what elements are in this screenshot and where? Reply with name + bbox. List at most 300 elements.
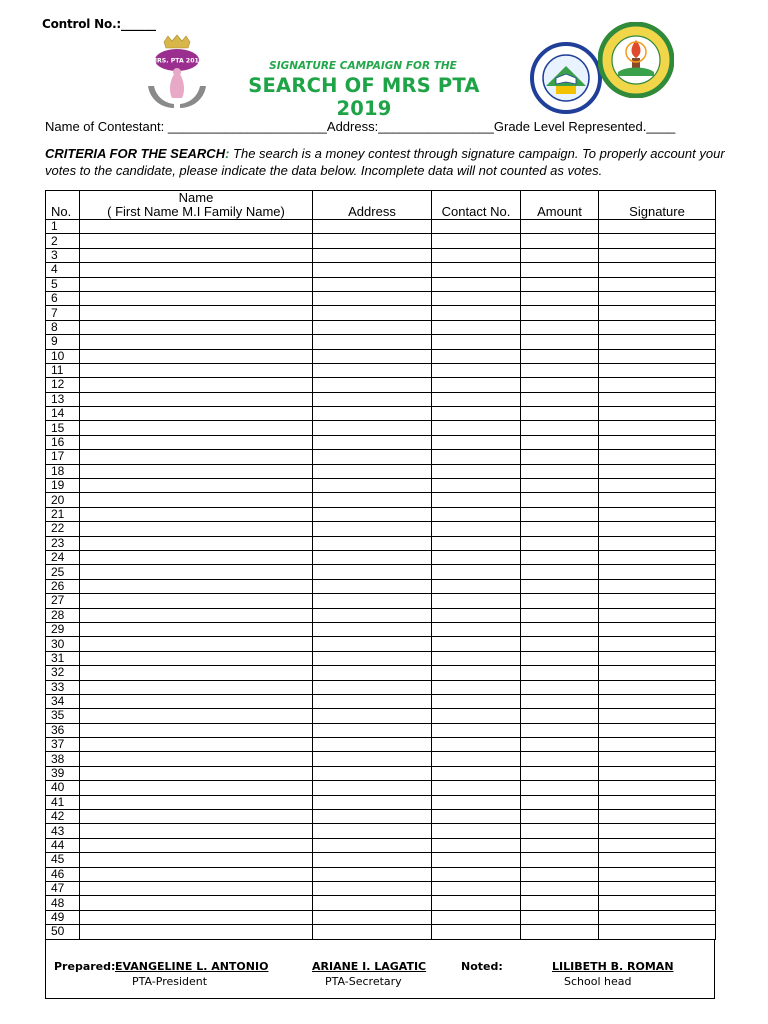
cell-signature[interactable] <box>599 320 716 334</box>
cell-name[interactable] <box>80 421 313 435</box>
row-number: 25 <box>46 565 80 579</box>
cell-signature[interactable] <box>599 925 716 939</box>
cell-address[interactable] <box>313 781 432 795</box>
cell-address[interactable] <box>313 450 432 464</box>
cell-signature[interactable] <box>599 363 716 377</box>
cell-amount[interactable] <box>521 363 599 377</box>
cell-name[interactable] <box>80 709 313 723</box>
table-row <box>46 320 716 334</box>
row-number: 10 <box>46 349 80 363</box>
cell-contact[interactable] <box>432 522 521 536</box>
cell-name[interactable] <box>80 291 313 305</box>
cell-amount[interactable] <box>521 392 599 406</box>
cell-name[interactable] <box>80 594 313 608</box>
cell-amount[interactable] <box>521 248 599 262</box>
cell-address[interactable] <box>313 248 432 262</box>
row-number: 24 <box>46 550 80 564</box>
cell-name[interactable] <box>80 220 313 234</box>
cell-contact[interactable] <box>432 867 521 881</box>
cell-address[interactable] <box>313 694 432 708</box>
cell-address[interactable] <box>313 867 432 881</box>
cell-name[interactable] <box>80 694 313 708</box>
cell-contact[interactable] <box>432 594 521 608</box>
cell-address[interactable] <box>313 493 432 507</box>
cell-name[interactable] <box>80 464 313 478</box>
cell-contact[interactable] <box>432 349 521 363</box>
cell-address[interactable] <box>313 651 432 665</box>
cell-contact[interactable] <box>432 306 521 320</box>
cell-amount[interactable] <box>521 881 599 895</box>
cell-signature[interactable] <box>599 637 716 651</box>
cell-name[interactable] <box>80 407 313 421</box>
cell-contact[interactable] <box>432 464 521 478</box>
cell-amount[interactable] <box>521 349 599 363</box>
cell-address[interactable] <box>313 220 432 234</box>
cell-amount[interactable] <box>521 421 599 435</box>
table-row <box>46 335 716 349</box>
cell-contact[interactable] <box>432 853 521 867</box>
table-row <box>46 709 716 723</box>
header-name-line1: Name <box>178 190 214 205</box>
table-row <box>46 435 716 449</box>
cell-amount[interactable] <box>521 378 599 392</box>
cell-address[interactable] <box>313 464 432 478</box>
table-row <box>46 306 716 320</box>
table-row <box>46 896 716 910</box>
cell-contact[interactable] <box>432 392 521 406</box>
cell-name[interactable] <box>80 651 313 665</box>
cell-signature[interactable] <box>599 752 716 766</box>
table-row <box>46 795 716 809</box>
cell-name[interactable] <box>80 277 313 291</box>
cell-address[interactable] <box>313 795 432 809</box>
header-name-line2: ( First Name M.I Family Name) <box>107 204 285 219</box>
cell-address[interactable] <box>313 263 432 277</box>
table-row <box>46 220 716 234</box>
cell-contact[interactable] <box>432 263 521 277</box>
cell-contact[interactable] <box>432 666 521 680</box>
contestant-info-line: Name of Contestant: ______________________Address:________________Grade Level Represented.____ <box>45 119 676 134</box>
row-number: 29 <box>46 622 80 636</box>
cell-name[interactable] <box>80 306 313 320</box>
cell-amount[interactable] <box>521 435 599 449</box>
cell-signature[interactable] <box>599 263 716 277</box>
cell-signature[interactable] <box>599 479 716 493</box>
cell-amount[interactable] <box>521 479 599 493</box>
cell-signature[interactable] <box>599 709 716 723</box>
cell-amount[interactable] <box>521 637 599 651</box>
cell-amount[interactable] <box>521 335 599 349</box>
row-number: 3 <box>46 248 80 262</box>
cell-contact[interactable] <box>432 234 521 248</box>
cell-signature[interactable] <box>599 824 716 838</box>
row-number: 31 <box>46 651 80 665</box>
cell-signature[interactable] <box>599 291 716 305</box>
table-row <box>46 579 716 593</box>
cell-signature[interactable] <box>599 522 716 536</box>
cell-signature[interactable] <box>599 306 716 320</box>
criteria-paragraph <box>45 146 735 179</box>
cell-amount[interactable] <box>521 709 599 723</box>
cell-name[interactable] <box>80 493 313 507</box>
table-row <box>46 594 716 608</box>
cell-amount[interactable] <box>521 651 599 665</box>
cell-contact[interactable] <box>432 622 521 636</box>
cell-name[interactable] <box>80 392 313 406</box>
cell-amount[interactable] <box>521 867 599 881</box>
cell-name[interactable] <box>80 925 313 939</box>
cell-address[interactable] <box>313 291 432 305</box>
cell-amount[interactable] <box>521 766 599 780</box>
table-row <box>46 680 716 694</box>
cell-signature[interactable] <box>599 738 716 752</box>
cell-address[interactable] <box>313 378 432 392</box>
cell-address[interactable] <box>313 766 432 780</box>
cell-signature[interactable] <box>599 838 716 852</box>
cell-contact[interactable] <box>432 220 521 234</box>
cell-amount[interactable] <box>521 622 599 636</box>
cell-name[interactable] <box>80 565 313 579</box>
cell-address[interactable] <box>313 320 432 334</box>
cell-name[interactable] <box>80 435 313 449</box>
cell-address[interactable] <box>313 622 432 636</box>
cell-name[interactable] <box>80 824 313 838</box>
cell-address[interactable] <box>313 594 432 608</box>
cell-address[interactable] <box>313 407 432 421</box>
table-row <box>46 637 716 651</box>
cell-address[interactable] <box>313 608 432 622</box>
cell-name[interactable] <box>80 378 313 392</box>
cell-signature[interactable] <box>599 896 716 910</box>
cell-signature[interactable] <box>599 781 716 795</box>
cell-amount[interactable] <box>521 263 599 277</box>
cell-contact[interactable] <box>432 896 521 910</box>
cell-address[interactable] <box>313 579 432 593</box>
cell-signature[interactable] <box>599 694 716 708</box>
cell-name[interactable] <box>80 320 313 334</box>
cell-name[interactable] <box>80 781 313 795</box>
cell-name[interactable] <box>80 622 313 636</box>
cell-signature[interactable] <box>599 493 716 507</box>
cell-address[interactable] <box>313 637 432 651</box>
cell-amount[interactable] <box>521 723 599 737</box>
cell-address[interactable] <box>313 738 432 752</box>
cell-amount[interactable] <box>521 407 599 421</box>
cell-signature[interactable] <box>599 550 716 564</box>
cell-amount[interactable] <box>521 291 599 305</box>
cell-signature[interactable] <box>599 234 716 248</box>
cell-signature[interactable] <box>599 407 716 421</box>
cell-amount[interactable] <box>521 522 599 536</box>
cell-contact[interactable] <box>432 565 521 579</box>
cell-amount[interactable] <box>521 896 599 910</box>
cell-signature[interactable] <box>599 421 716 435</box>
cell-name[interactable] <box>80 349 313 363</box>
cell-amount[interactable] <box>521 234 599 248</box>
cell-address[interactable] <box>313 335 432 349</box>
cell-signature[interactable] <box>599 335 716 349</box>
cell-contact[interactable] <box>432 709 521 723</box>
cell-signature[interactable] <box>599 565 716 579</box>
cell-name[interactable] <box>80 881 313 895</box>
table-body <box>46 220 716 940</box>
cell-signature[interactable] <box>599 608 716 622</box>
cell-contact[interactable] <box>432 651 521 665</box>
row-number: 15 <box>46 421 80 435</box>
cell-contact[interactable] <box>432 608 521 622</box>
table-row <box>46 378 716 392</box>
cell-address[interactable] <box>313 507 432 521</box>
cell-address[interactable] <box>313 277 432 291</box>
cell-address[interactable] <box>313 536 432 550</box>
cell-signature[interactable] <box>599 277 716 291</box>
cell-name[interactable] <box>80 738 313 752</box>
cell-name[interactable] <box>80 550 313 564</box>
cell-amount[interactable] <box>521 795 599 809</box>
cell-name[interactable] <box>80 536 313 550</box>
cell-address[interactable] <box>313 421 432 435</box>
cell-contact[interactable] <box>432 378 521 392</box>
cell-contact[interactable] <box>432 579 521 593</box>
cell-contact[interactable] <box>432 550 521 564</box>
cell-amount[interactable] <box>521 810 599 824</box>
row-number: 50 <box>46 925 80 939</box>
cell-name[interactable] <box>80 263 313 277</box>
cell-contact[interactable] <box>432 824 521 838</box>
cell-address[interactable] <box>313 666 432 680</box>
cell-address[interactable] <box>313 723 432 737</box>
cell-address[interactable] <box>313 810 432 824</box>
cell-signature[interactable] <box>599 248 716 262</box>
school-seal <box>530 42 602 114</box>
cell-amount[interactable] <box>521 738 599 752</box>
cell-amount[interactable] <box>521 853 599 867</box>
cell-contact[interactable] <box>432 421 521 435</box>
cell-contact[interactable] <box>432 320 521 334</box>
cell-address[interactable] <box>313 363 432 377</box>
cell-amount[interactable] <box>521 306 599 320</box>
cell-signature[interactable] <box>599 622 716 636</box>
cell-amount[interactable] <box>521 781 599 795</box>
cell-amount[interactable] <box>521 536 599 550</box>
cell-amount[interactable] <box>521 579 599 593</box>
table-row <box>46 493 716 507</box>
cell-contact[interactable] <box>432 838 521 852</box>
cell-contact[interactable] <box>432 479 521 493</box>
cell-contact[interactable] <box>432 363 521 377</box>
cell-name[interactable] <box>80 910 313 924</box>
cell-signature[interactable] <box>599 378 716 392</box>
cell-contact[interactable] <box>432 493 521 507</box>
cell-contact[interactable] <box>432 507 521 521</box>
cell-amount[interactable] <box>521 464 599 478</box>
secretary-name: ARIANE I. LAGATIC <box>312 960 427 973</box>
cell-name[interactable] <box>80 637 313 651</box>
cell-name[interactable] <box>80 810 313 824</box>
cell-name[interactable] <box>80 507 313 521</box>
cell-contact[interactable] <box>432 781 521 795</box>
cell-name[interactable] <box>80 335 313 349</box>
cell-name[interactable] <box>80 234 313 248</box>
row-number: 42 <box>46 810 80 824</box>
cell-address[interactable] <box>313 522 432 536</box>
criteria-text: The search is a money contest through signature campaign. To properly account your votes to the candidate, please indicate the data below. Incomplete data will not counted as votes. <box>45 146 725 178</box>
table-row <box>46 910 716 924</box>
row-number: 38 <box>46 752 80 766</box>
cell-name[interactable] <box>80 666 313 680</box>
cell-amount[interactable] <box>521 666 599 680</box>
row-number: 12 <box>46 378 80 392</box>
cell-amount[interactable] <box>521 277 599 291</box>
cell-name[interactable] <box>80 579 313 593</box>
cell-contact[interactable] <box>432 637 521 651</box>
cell-signature[interactable] <box>599 766 716 780</box>
cell-signature[interactable] <box>599 867 716 881</box>
cell-contact[interactable] <box>432 723 521 737</box>
cell-name[interactable] <box>80 248 313 262</box>
cell-name[interactable] <box>80 608 313 622</box>
cell-address[interactable] <box>313 349 432 363</box>
cell-amount[interactable] <box>521 608 599 622</box>
cell-signature[interactable] <box>599 795 716 809</box>
cell-signature[interactable] <box>599 435 716 449</box>
cell-amount[interactable] <box>521 450 599 464</box>
cell-contact[interactable] <box>432 680 521 694</box>
cell-name[interactable] <box>80 867 313 881</box>
cell-contact[interactable] <box>432 810 521 824</box>
cell-contact[interactable] <box>432 335 521 349</box>
cell-signature[interactable] <box>599 220 716 234</box>
cell-name[interactable] <box>80 479 313 493</box>
cell-address[interactable] <box>313 853 432 867</box>
cell-contact[interactable] <box>432 910 521 924</box>
cell-signature[interactable] <box>599 881 716 895</box>
cell-amount[interactable] <box>521 910 599 924</box>
cell-signature[interactable] <box>599 579 716 593</box>
cell-signature[interactable] <box>599 392 716 406</box>
cell-signature[interactable] <box>599 594 716 608</box>
cell-contact[interactable] <box>432 407 521 421</box>
cell-contact[interactable] <box>432 752 521 766</box>
cell-signature[interactable] <box>599 536 716 550</box>
cell-signature[interactable] <box>599 853 716 867</box>
cell-name[interactable] <box>80 450 313 464</box>
row-number: 5 <box>46 277 80 291</box>
row-number: 23 <box>46 536 80 550</box>
cell-address[interactable] <box>313 565 432 579</box>
cell-amount[interactable] <box>521 824 599 838</box>
cell-name[interactable] <box>80 522 313 536</box>
cell-signature[interactable] <box>599 464 716 478</box>
cell-amount[interactable] <box>521 493 599 507</box>
cell-signature[interactable] <box>599 666 716 680</box>
cell-address[interactable] <box>313 910 432 924</box>
cell-amount[interactable] <box>521 320 599 334</box>
campaign-subtitle: SIGNATURE CAMPAIGN FOR THE <box>269 60 457 72</box>
school-head-role: School head <box>564 975 632 988</box>
cell-address[interactable] <box>313 881 432 895</box>
cell-address[interactable] <box>313 392 432 406</box>
cell-name[interactable] <box>80 363 313 377</box>
row-number: 48 <box>46 896 80 910</box>
cell-contact[interactable] <box>432 795 521 809</box>
cell-contact[interactable] <box>432 738 521 752</box>
cell-address[interactable] <box>313 925 432 939</box>
cell-signature[interactable] <box>599 651 716 665</box>
cell-signature[interactable] <box>599 810 716 824</box>
cell-address[interactable] <box>313 435 432 449</box>
cell-name[interactable] <box>80 680 313 694</box>
table-row <box>46 363 716 377</box>
cell-contact[interactable] <box>432 766 521 780</box>
cell-amount[interactable] <box>521 680 599 694</box>
cell-contact[interactable] <box>432 450 521 464</box>
president-name: EVANGELINE L. ANTONIO <box>115 960 269 973</box>
cell-name[interactable] <box>80 795 313 809</box>
cell-name[interactable] <box>80 838 313 852</box>
row-number: 37 <box>46 738 80 752</box>
cell-address[interactable] <box>313 306 432 320</box>
cell-address[interactable] <box>313 680 432 694</box>
cell-contact[interactable] <box>432 881 521 895</box>
cell-amount[interactable] <box>521 694 599 708</box>
cell-address[interactable] <box>313 550 432 564</box>
cell-contact[interactable] <box>432 248 521 262</box>
row-number: 28 <box>46 608 80 622</box>
cell-contact[interactable] <box>432 435 521 449</box>
cell-contact[interactable] <box>432 694 521 708</box>
cell-address[interactable] <box>313 896 432 910</box>
cell-name[interactable] <box>80 766 313 780</box>
cell-amount[interactable] <box>521 925 599 939</box>
cell-signature[interactable] <box>599 507 716 521</box>
cell-amount[interactable] <box>521 220 599 234</box>
cell-contact[interactable] <box>432 536 521 550</box>
table-row <box>46 536 716 550</box>
cell-address[interactable] <box>313 824 432 838</box>
cell-amount[interactable] <box>521 838 599 852</box>
cell-contact[interactable] <box>432 291 521 305</box>
cell-address[interactable] <box>313 234 432 248</box>
cell-amount[interactable] <box>521 752 599 766</box>
cell-amount[interactable] <box>521 594 599 608</box>
cell-name[interactable] <box>80 723 313 737</box>
cell-signature[interactable] <box>599 349 716 363</box>
cell-address[interactable] <box>313 479 432 493</box>
cell-signature[interactable] <box>599 680 716 694</box>
table-row <box>46 479 716 493</box>
cell-amount[interactable] <box>521 507 599 521</box>
row-number: 14 <box>46 407 80 421</box>
cell-amount[interactable] <box>521 550 599 564</box>
mrs-pta-logo <box>144 34 210 114</box>
cell-contact[interactable] <box>432 925 521 939</box>
cell-name[interactable] <box>80 752 313 766</box>
row-number: 17 <box>46 450 80 464</box>
cell-amount[interactable] <box>521 565 599 579</box>
cell-signature[interactable] <box>599 910 716 924</box>
cell-contact[interactable] <box>432 277 521 291</box>
cell-signature[interactable] <box>599 450 716 464</box>
cell-address[interactable] <box>313 709 432 723</box>
table-row <box>46 421 716 435</box>
cell-address[interactable] <box>313 838 432 852</box>
cell-signature[interactable] <box>599 723 716 737</box>
cell-name[interactable] <box>80 896 313 910</box>
cell-name[interactable] <box>80 853 313 867</box>
cell-address[interactable] <box>313 752 432 766</box>
table-row <box>46 781 716 795</box>
